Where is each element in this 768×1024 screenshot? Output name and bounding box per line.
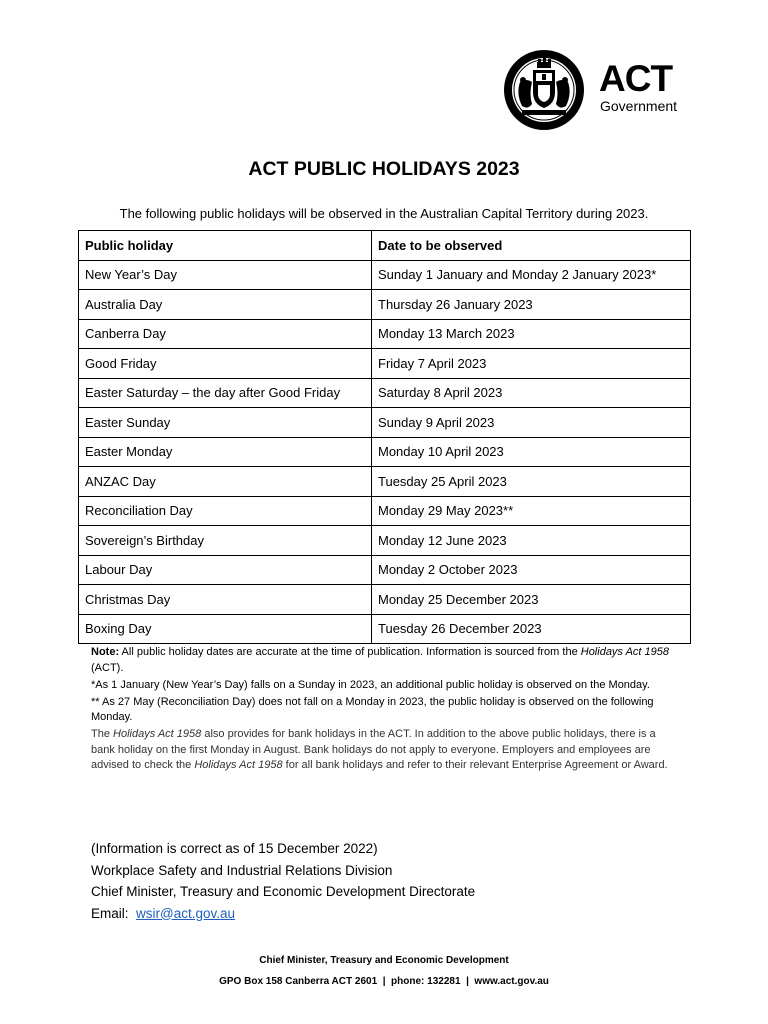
correct-as-of-text: (Information is correct as of 15 December 2022): [91, 841, 378, 856]
holiday-name-cell: Canberra Day: [79, 319, 372, 349]
intro-text: The following public holidays will be observed in the Australian Capital Territory during 2023.: [119, 206, 649, 221]
holiday-date-cell: Monday 29 May 2023**: [372, 496, 691, 526]
bank-holiday-note: [91, 727, 681, 774]
table-row: [79, 614, 691, 644]
holiday-date-cell: Monday 13 March 2023: [372, 319, 691, 349]
email-line: [91, 903, 475, 925]
table-row: [79, 467, 691, 497]
footnote-double-star: ** As 27 May (Reconciliation Day) does not fall on a Monday in 2023, the public holiday is observed on the following Monday.: [91, 695, 654, 723]
holiday-name-cell: Easter Monday: [79, 437, 372, 467]
table-row: [79, 526, 691, 556]
logo-act-text: ACT: [599, 58, 673, 99]
holiday-name-cell: Easter Saturday – the day after Good Friday: [79, 378, 372, 408]
holiday-name-cell: Labour Day: [79, 555, 372, 585]
table-row: [79, 408, 691, 438]
holiday-name-cell: ANZAC Day: [79, 467, 372, 497]
email-label: Email:: [91, 905, 129, 921]
holiday-date-cell: Monday 2 October 2023: [372, 555, 691, 585]
holiday-date-cell: Monday 25 December 2023: [372, 585, 691, 615]
holiday-name-cell: Australia Day: [79, 290, 372, 320]
table-row: [79, 260, 691, 290]
holiday-date-cell: Sunday 1 January and Monday 2 January 2023*: [372, 260, 691, 290]
note-act-name: Holidays Act 1958: [580, 646, 670, 658]
bank-text-2: also provides for bank holidays in the ACT. In addition to the above public holidays, there is a bank holiday on the first Monday in August. Bank holidays do not apply to everyone. Employers and employees are advised to check the: [91, 728, 656, 771]
holidays-table: [78, 230, 691, 644]
directorate-name: Chief Minister, Treasury and Economic Development Directorate: [91, 884, 476, 899]
holiday-date-cell: Tuesday 25 April 2023: [372, 467, 691, 497]
table-row: [79, 496, 691, 526]
note-text-1: All public holiday dates are accurate at the time of publication. Information is sourced from the: [119, 646, 581, 658]
publication-note: [91, 645, 681, 676]
holiday-name-cell: New Year’s Day: [79, 260, 372, 290]
holiday-name-cell: Easter Sunday: [79, 408, 372, 438]
note-label: Note:: [91, 646, 120, 658]
notes-section: [91, 645, 681, 775]
act-coat-of-arms-seal-icon: [502, 48, 586, 132]
logo-government-text: Government: [600, 98, 678, 114]
holiday-name-cell: Good Friday: [79, 349, 372, 379]
table-header-row: [79, 231, 691, 261]
header-public-holiday: Public holiday: [79, 231, 372, 261]
holiday-name-cell: Sovereign’s Birthday: [79, 526, 372, 556]
holiday-date-cell: Friday 7 April 2023: [372, 349, 691, 379]
division-name: Workplace Safety and Industrial Relations Division: [91, 862, 393, 878]
footnote-single-star: *As 1 January (New Year’s Day) falls on a Sunday in 2023, an additional public holiday is observed on the Monday.: [91, 678, 650, 691]
holiday-date-cell: Tuesday 26 December 2023: [372, 614, 691, 644]
act-government-logo: [502, 48, 682, 134]
holiday-date-cell: Sunday 9 April 2023: [372, 408, 691, 438]
table-row: [79, 585, 691, 615]
bank-act-name: Holidays Act 1958: [113, 728, 202, 740]
table-row: [79, 319, 691, 349]
table-row: [79, 349, 691, 379]
page-title: ACT PUBLIC HOLIDAYS 2023: [248, 158, 520, 180]
note-text-2: (ACT).: [91, 661, 124, 674]
table-row: [79, 437, 691, 467]
header-date-observed: Date to be observed: [372, 231, 691, 261]
holiday-name-cell: Christmas Day: [79, 585, 372, 615]
table-row: [79, 290, 691, 320]
bank-act-name-2: Holidays Act 1958: [194, 759, 283, 771]
holiday-date-cell: Monday 12 June 2023: [372, 526, 691, 556]
holiday-date-cell: Thursday 26 January 2023: [372, 290, 691, 320]
table-row: [79, 378, 691, 408]
table-row: [79, 555, 691, 585]
bank-text-3: for all bank holidays and refer to their relevant Enterprise Agreement or Award.: [282, 759, 668, 771]
email-link[interactable]: wsir@act.gov.au: [136, 905, 236, 921]
footer-directorate: Chief Minister, Treasury and Economic Development: [259, 955, 509, 966]
contact-info: [91, 838, 475, 924]
holiday-date-cell: Monday 10 April 2023: [372, 437, 691, 467]
holiday-name-cell: Reconciliation Day: [79, 496, 372, 526]
holiday-name-cell: Boxing Day: [79, 614, 372, 644]
holiday-date-cell: Saturday 8 April 2023: [372, 378, 691, 408]
bank-text-1: The: [91, 728, 114, 740]
footer-contact-line: GPO Box 158 Canberra ACT 2601 | phone: 132281 | www.act.gov.au: [219, 976, 549, 987]
